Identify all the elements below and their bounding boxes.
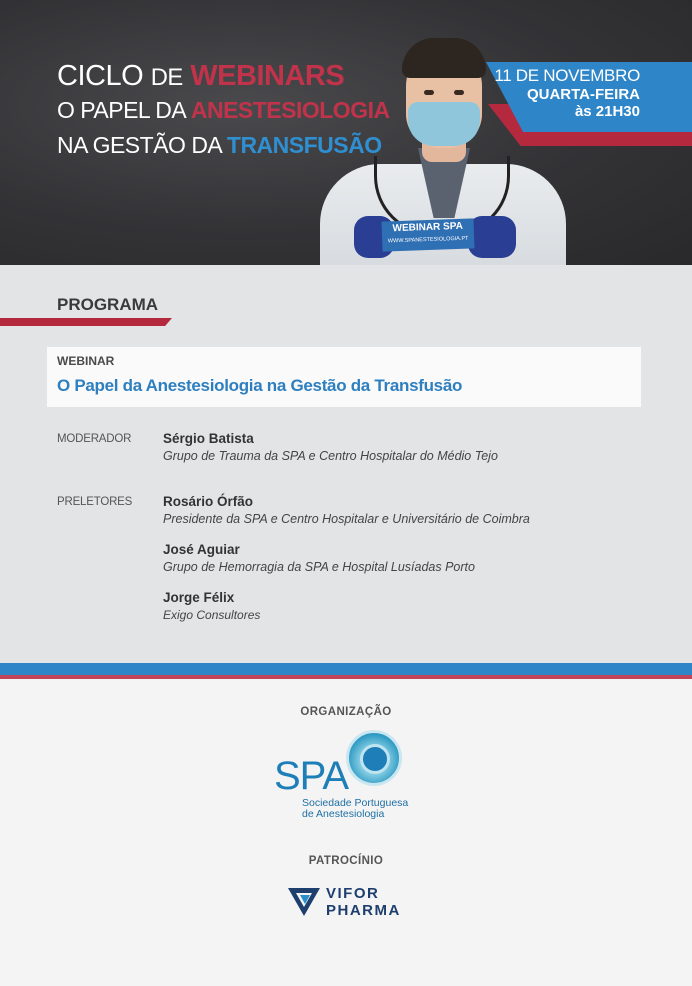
speaker-affiliation: Presidente da SPA e Centro Hospitalar e Universitário de Coimbra — [163, 512, 530, 526]
moderator-affiliation: Grupo de Trauma da SPA e Centro Hospitalar do Médio Tejo — [163, 449, 498, 463]
card-title: WEBINAR SPA — [392, 220, 464, 235]
glove-right — [468, 216, 516, 258]
speaker-name: Rosário Órfão — [163, 494, 254, 509]
program-heading: PROGRAMA — [57, 295, 159, 314]
event-date — [494, 66, 640, 120]
spa-full-name — [302, 798, 408, 820]
moderator-entry — [163, 431, 498, 465]
surgical-mask — [408, 102, 480, 146]
vifor-wordmark — [326, 885, 401, 919]
hero-word-webinars: WEBINARS — [190, 60, 345, 92]
spa-emblem-inner — [360, 744, 390, 774]
spa-abbreviation: SPA — [274, 754, 349, 798]
program-heading-bar — [0, 318, 172, 326]
hero-word-o-papel-da: O PAPEL DA — [57, 97, 185, 123]
speakers-label: PRELETORES — [57, 496, 133, 508]
moderator-label: MODERADOR — [57, 433, 132, 445]
vifor-triangle-icon — [288, 886, 320, 918]
speaker-affiliation: Grupo de Hemorragia da SPA e Hospital Lusíadas Porto — [163, 560, 475, 574]
doctor-eye-right — [454, 90, 464, 95]
speaker-affiliation: Exigo Consultores — [163, 608, 261, 622]
event-weekday: QUARTA-FEIRA — [526, 85, 640, 103]
hero-word-ciclo: CICLO — [57, 60, 144, 92]
hero-word-na-gestao-da: NA GESTÃO DA — [57, 132, 221, 158]
speaker-name: José Aguiar — [163, 542, 240, 557]
organization-label: ORGANIZAÇÃO — [300, 706, 392, 718]
pharma-word: PHARMA — [326, 902, 401, 919]
doctor-eye-left — [424, 90, 434, 95]
spa-name-line1: Sociedade Portuguesa — [302, 797, 409, 809]
hero-word-de: DE — [150, 64, 183, 91]
moderator-name: Sérgio Batista — [163, 431, 254, 446]
spa-name-line2: de Anestesiologia — [302, 808, 385, 820]
webinar-title: O Papel da Anestesiologia na Gestão da Transfusão — [57, 376, 463, 395]
doctor-hair — [402, 38, 486, 78]
webinar-label: WEBINAR — [57, 354, 115, 368]
hero-word-anestesiologia: ANESTESIOLOGIA — [190, 97, 390, 123]
hero-word-transfusao: TRANSFUSÃO — [226, 132, 382, 158]
vifor-pharma-logo — [288, 884, 418, 924]
speaker-name: Jorge Félix — [163, 590, 235, 605]
webinar-card — [382, 218, 475, 251]
program-section — [0, 265, 692, 663]
speaker-entry — [163, 542, 475, 576]
vifor-word: VIFOR — [326, 885, 380, 902]
webinar-title-box — [47, 347, 641, 407]
speaker-entry — [163, 494, 530, 528]
card-url: WWW.SPANESTESIOLOGIA.PT — [387, 235, 469, 245]
hero-banner — [0, 0, 692, 265]
spa-logo — [274, 728, 434, 824]
divider-stripe-red — [0, 675, 692, 679]
event-date-day: 11 DE NOVEMBRO — [494, 66, 640, 85]
event-time: às 21H30 — [574, 102, 640, 120]
divider-stripe-blue — [0, 663, 692, 675]
speaker-entry — [163, 590, 260, 624]
sponsor-label: PATROCÍNIO — [308, 855, 384, 867]
